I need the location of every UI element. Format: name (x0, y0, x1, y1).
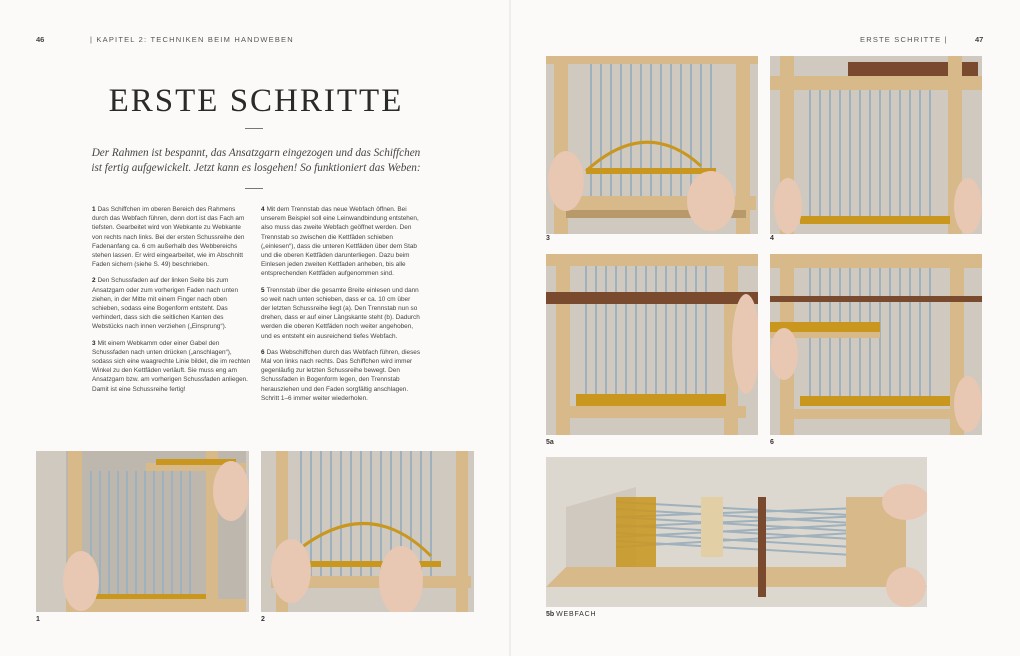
photo-step-1 (36, 451, 249, 612)
left-running-head: | KAPITEL 2: TECHNIKEN BEIM HANDWEBEN (90, 35, 294, 44)
caption-5b: 5b WEBFACH (546, 611, 597, 618)
lead-paragraph: Der Rahmen ist bespannt, das Ansatzgarn eingezogen und das Schiffchen ist fertig aufgewickelt. Jetzt kann es losgehen! So funktioniert das Weben: (91, 147, 421, 174)
photo-step-5b (546, 457, 927, 607)
step-4: 4 Mit dem Trennstab das neue Webfach öffnen. Bei unserem Beispiel soll eine Leinwandbindung entstehen, also muss das zweite Webfach geöffnet werden. Den Trennstab so zwischen die Kettfäden schieben („einlesen“), dass die unteren Kettfäden über dem Stab und die oberen Kettfäden darunterliegen. Dazu beim Einlesen jeden zweiten Kettfaden anheben, bis alle entsprechenden Kettfäden aufgenommen sind. (261, 206, 419, 278)
title-rule (245, 128, 263, 129)
left-page-number: 46 (36, 35, 45, 44)
caption-3: 3 (546, 235, 550, 242)
photo-step-5a (546, 254, 758, 435)
text-column-right (261, 205, 421, 410)
caption-1: 1 (36, 616, 40, 623)
caption-4: 4 (770, 235, 774, 242)
caption-6: 6 (770, 439, 774, 446)
caption-5a: 5a (546, 439, 554, 446)
step-5: 5 Trennstab über die gesamte Breite einlesen und dann so weit nach unten schieben, dass er ca. 10 cm über der letzten Schussreihe liegt (a). Den Trennstab nun so drehen, dass er auf einer Längskante steht (b). Dadurch werden die oberen Kettfäden noch weiter angehoben, und es entsteht ein ausreichend tiefes Webfach. (261, 286, 420, 340)
right-page-number: 47 (975, 35, 984, 44)
gutter (509, 0, 511, 656)
step-6: 6 Das Webschiffchen durch das Webfach führen, dieses Mal von links nach rechts. Das Schiffchen wird immer gegenläufig zur letzten Schussreihe bewegt. Den Schussfaden in Bogenform legen, den Trennstab herausziehen und den Faden sorgfältig anschlagen. Schritt 1–6 immer weiter wiederholen. (261, 348, 421, 402)
caption-2: 2 (261, 616, 265, 623)
step-1: 1 Das Schiffchen im oberen Bereich des Rahmens durch das Webfach führen, denn dort ist das Fach am tiefsten. Gearbeitet wird von Webkante zu Webkante von rechts nach links. Bei der ersten Schussreihe den Fadenanfang ca. 6 cm außerhalb des Webbereichs stehen lassen. Er wird eingearbeitet, wie im Abschnitt Faden sichern (siehe S. 49) beschrieben. (92, 206, 245, 269)
photo-step-6 (770, 254, 982, 435)
page-title: ERSTE SCHRITTE (108, 83, 404, 119)
photo-step-3 (546, 56, 758, 234)
text-column-left (92, 205, 252, 401)
photo-step-4 (770, 56, 982, 234)
lead-rule (245, 188, 263, 189)
step-3: 3 Mit einem Webkamm oder einer Gabel den Schussfaden nach unten drücken („anschlagen“), sodass sich eine waagrechte Linie bildet, die im rechten Winkel zu den Kettfäden verläuft. Sie muss eng am Ansatzgarn bzw. am vorherigen Schussfaden anliegen. Damit ist eine Schussreihe fertig! (92, 339, 251, 393)
photo-step-2 (261, 451, 474, 612)
right-running-head: ERSTE SCHRITTE | (860, 35, 948, 44)
step-2: 2 Den Schussfaden auf der linken Seite bis zum Ansatzgarn oder zum vorherigen Faden nach unten ziehen, in der Mitte mit einem Finger nach oben schieben, sodass eine Bogenform entsteht. Das verhindert, dass sich die seitlichen Kanten des Webstücks nach innen verziehen („Einsprung“). (92, 277, 239, 331)
